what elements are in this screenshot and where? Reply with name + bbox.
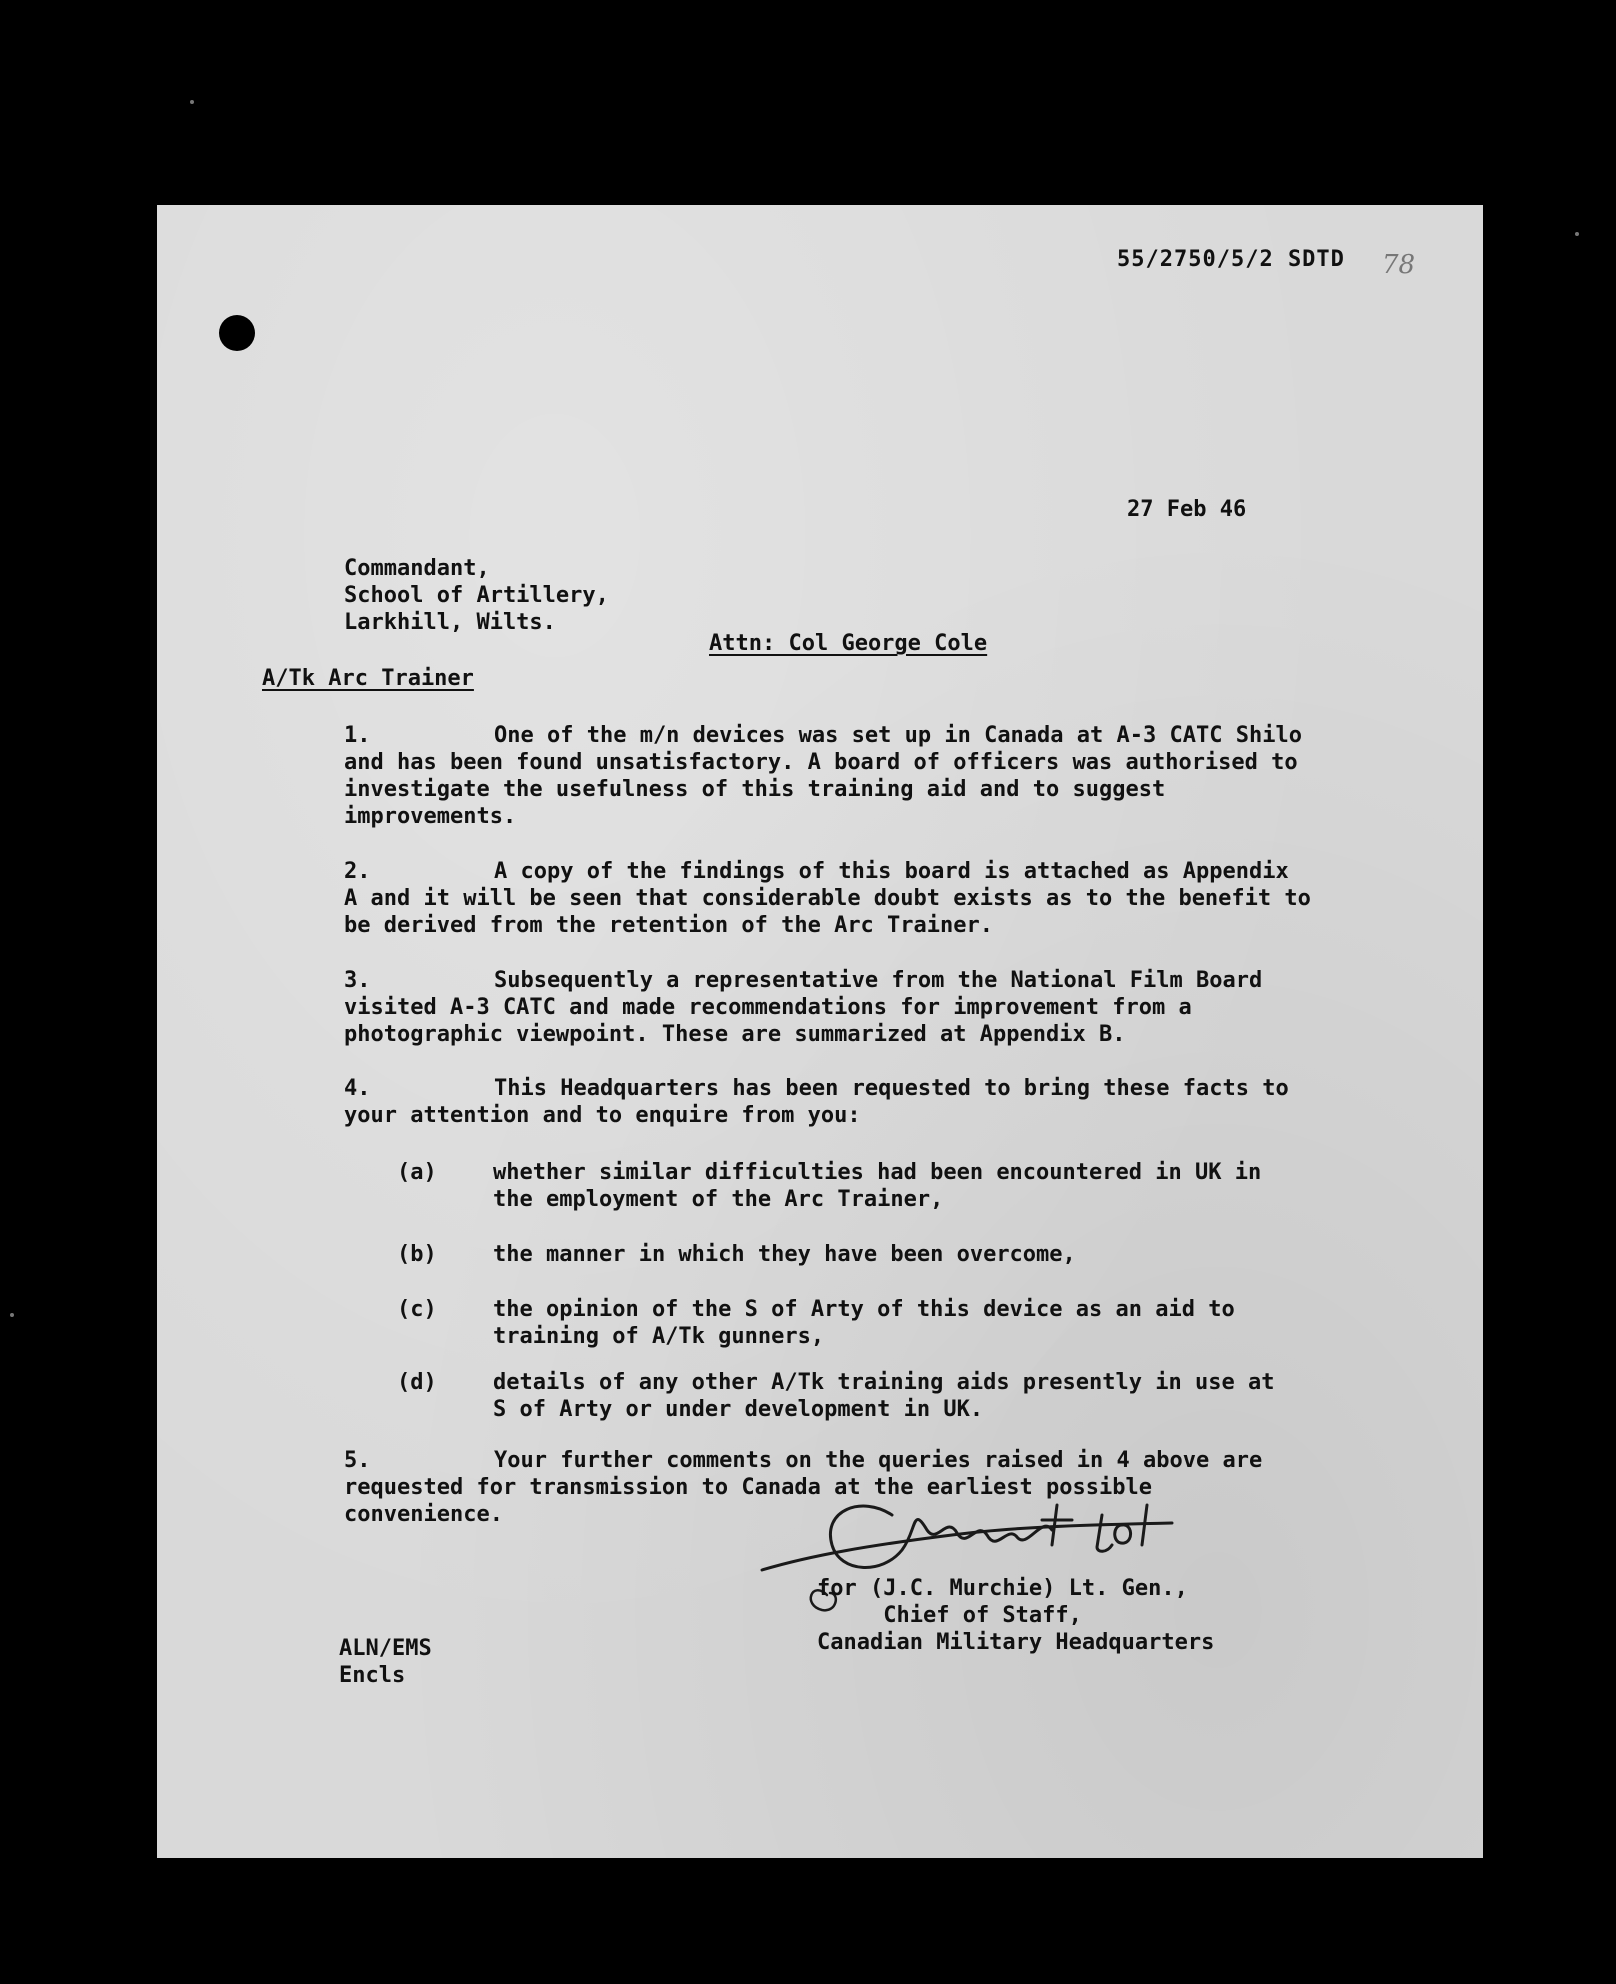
paragraph-1 <box>344 722 1314 830</box>
signatory-name: for (J.C. Murchie) Lt. Gen., <box>817 1576 1188 1601</box>
paragraph-text: Subsequently a representative from the National Film Board visited A-3 CATC and made recommendations for improvement from a photographic viewpoint. These are summarized at Appendix B. <box>344 968 1263 1047</box>
paragraph-text: One of the m/n devices was set up in Canada at A-3 CATC Shilo and has been found unsatisfactory. A board of officers was authorised to investigate the usefulness of this training aid and to suggest improvements. <box>344 723 1302 829</box>
paragraph-text: Your further comments on the queries raised in 4 above are requested for transmission to Canada at the earliest possible convenience. <box>344 1448 1263 1527</box>
scan-speck <box>1575 232 1579 236</box>
signatory-title: Chief of Staff, <box>817 1603 1082 1628</box>
letter-date: 27 Feb 46 <box>1127 497 1247 522</box>
subject-line: A/Tk Arc Trainer <box>262 666 474 691</box>
file-reference: 55/2750/5/2 SDTD <box>1117 247 1345 272</box>
addressee-line: Larkhill, Wilts. <box>344 610 556 635</box>
paragraph-number: 4. <box>344 1076 371 1101</box>
scan-speck <box>10 1313 14 1317</box>
paragraph-number: 2. <box>344 859 371 884</box>
paragraph-number: 3. <box>344 968 371 993</box>
subparagraph-text: details of any other A/Tk training aids presently in use at S of Arty or under development in UK. <box>493 1370 1275 1422</box>
addressee-line: Commandant, <box>344 556 490 581</box>
subparagraph-text: the manner in which they have been overcome, <box>493 1242 1076 1267</box>
subparagraph-letter: (b) <box>397 1242 437 1267</box>
document-page <box>157 205 1483 1858</box>
addressee-block <box>344 555 609 636</box>
paragraph-number: 5. <box>344 1448 371 1473</box>
paragraph-number: 1. <box>344 723 371 748</box>
attention-line: Attn: Col George Cole <box>709 631 988 656</box>
subparagraph-b <box>397 1241 1277 1268</box>
subparagraph-c <box>397 1296 1277 1350</box>
scan-speck <box>190 100 194 104</box>
paragraph-4 <box>344 1075 1314 1129</box>
subparagraph-text: the opinion of the S of Arty of this device as an aid to training of A/Tk gunners, <box>493 1297 1235 1349</box>
subparagraph-letter: (d) <box>397 1370 437 1395</box>
folio-number: 78 <box>1382 250 1416 280</box>
paragraph-text: This Headquarters has been requested to bring these facts to your attention and to enquire from you: <box>344 1076 1289 1128</box>
typist-initials: ALN/EMS <box>339 1636 432 1661</box>
signature-block <box>817 1575 1214 1656</box>
signatory-organization: Canadian Military Headquarters <box>817 1630 1215 1655</box>
subparagraph-letter: (a) <box>397 1160 437 1185</box>
subparagraph-d <box>397 1369 1277 1423</box>
paragraph-text: A copy of the findings of this board is attached as Appendix A and it will be seen that considerable doubt exists as to the benefit to be derived from the retention of the Arc Trainer. <box>344 859 1311 938</box>
addressee-line: School of Artillery, <box>344 583 609 608</box>
subparagraph-letter: (c) <box>397 1297 437 1322</box>
punch-hole <box>219 315 255 351</box>
paragraph-3 <box>344 967 1314 1048</box>
enclosures-note: Encls <box>339 1663 406 1688</box>
reference-initials <box>339 1635 432 1689</box>
paragraph-2 <box>344 858 1314 939</box>
subparagraph-a <box>397 1159 1277 1213</box>
subparagraph-text: whether similar difficulties had been encountered in UK in the employment of the Arc Trainer, <box>493 1160 1262 1212</box>
